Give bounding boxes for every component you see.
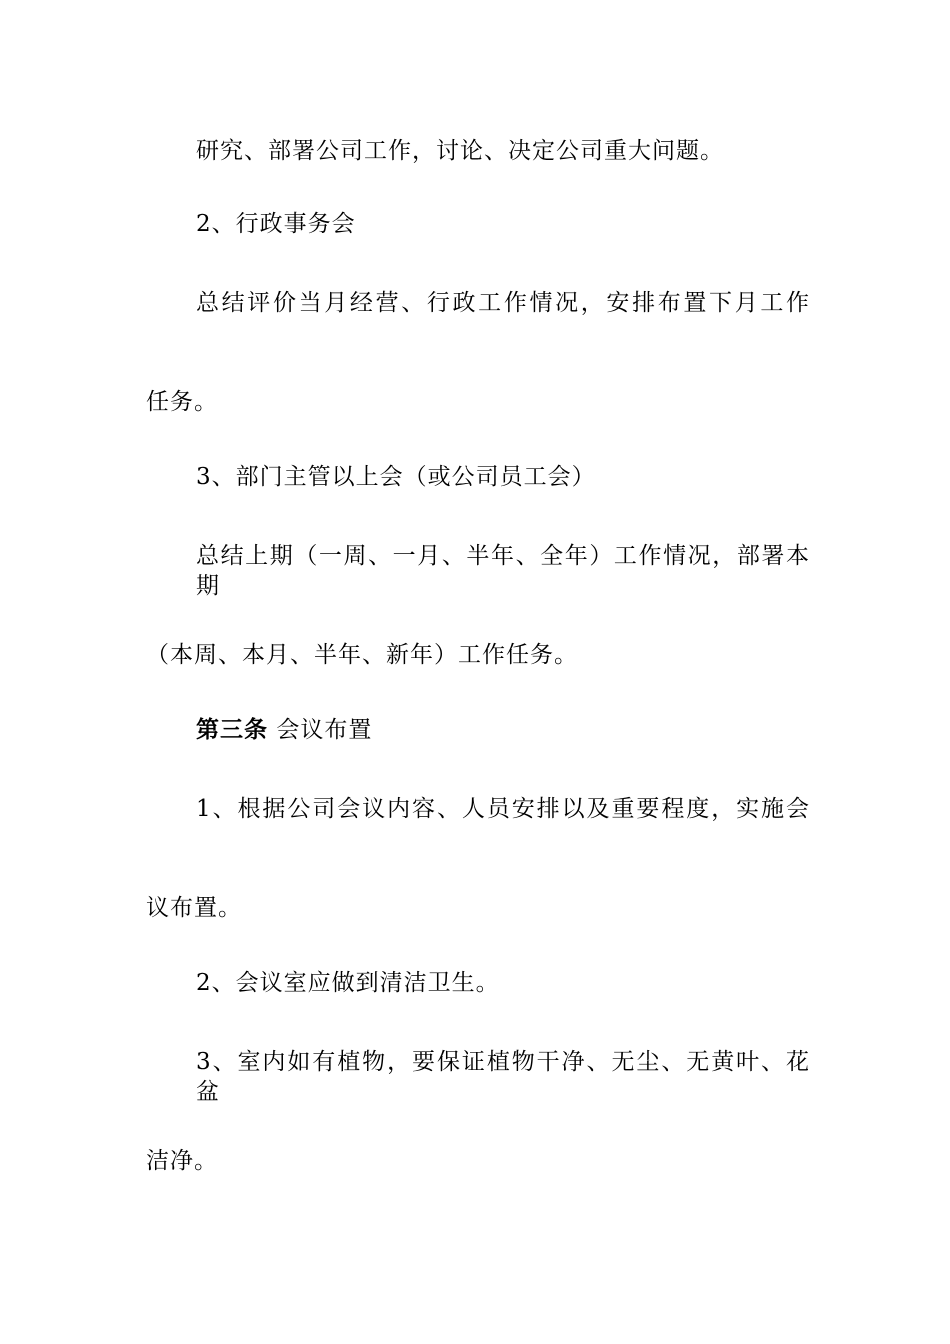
paragraph-line: 洁净。	[146, 1148, 218, 1174]
paragraph-line: 2、会议室应做到清洁卫生。	[196, 970, 500, 996]
paragraph-line: 总结评价当月经营、行政工作情况，安排布置下月工作	[196, 290, 810, 316]
paragraph-line: 1、根据公司会议内容、人员安排以及重要程度，实施会	[196, 796, 810, 822]
list-item-heading: 2、行政事务会	[196, 211, 356, 237]
section-title: 会议布置	[276, 717, 373, 743]
paragraph-line: 研究、部署公司工作，讨论、决定公司重大问题。	[196, 138, 724, 164]
paragraph-line: 议布置。	[146, 895, 242, 921]
list-item-heading: 3、部门主管以上会（或公司员工会）	[196, 464, 596, 490]
paragraph-line: 3、室内如有植物，要保证植物干净、无尘、无黄叶、花盆	[196, 1049, 810, 1105]
paragraph-line: （本周、本月、半年、新年）工作任务。	[146, 642, 578, 668]
section-number: 第三条	[196, 716, 268, 743]
paragraph-line: 总结上期（一周、一月、半年、全年）工作情况，部署本期	[196, 543, 810, 599]
section-heading	[196, 715, 810, 745]
paragraph-line: 任务。	[146, 389, 218, 415]
